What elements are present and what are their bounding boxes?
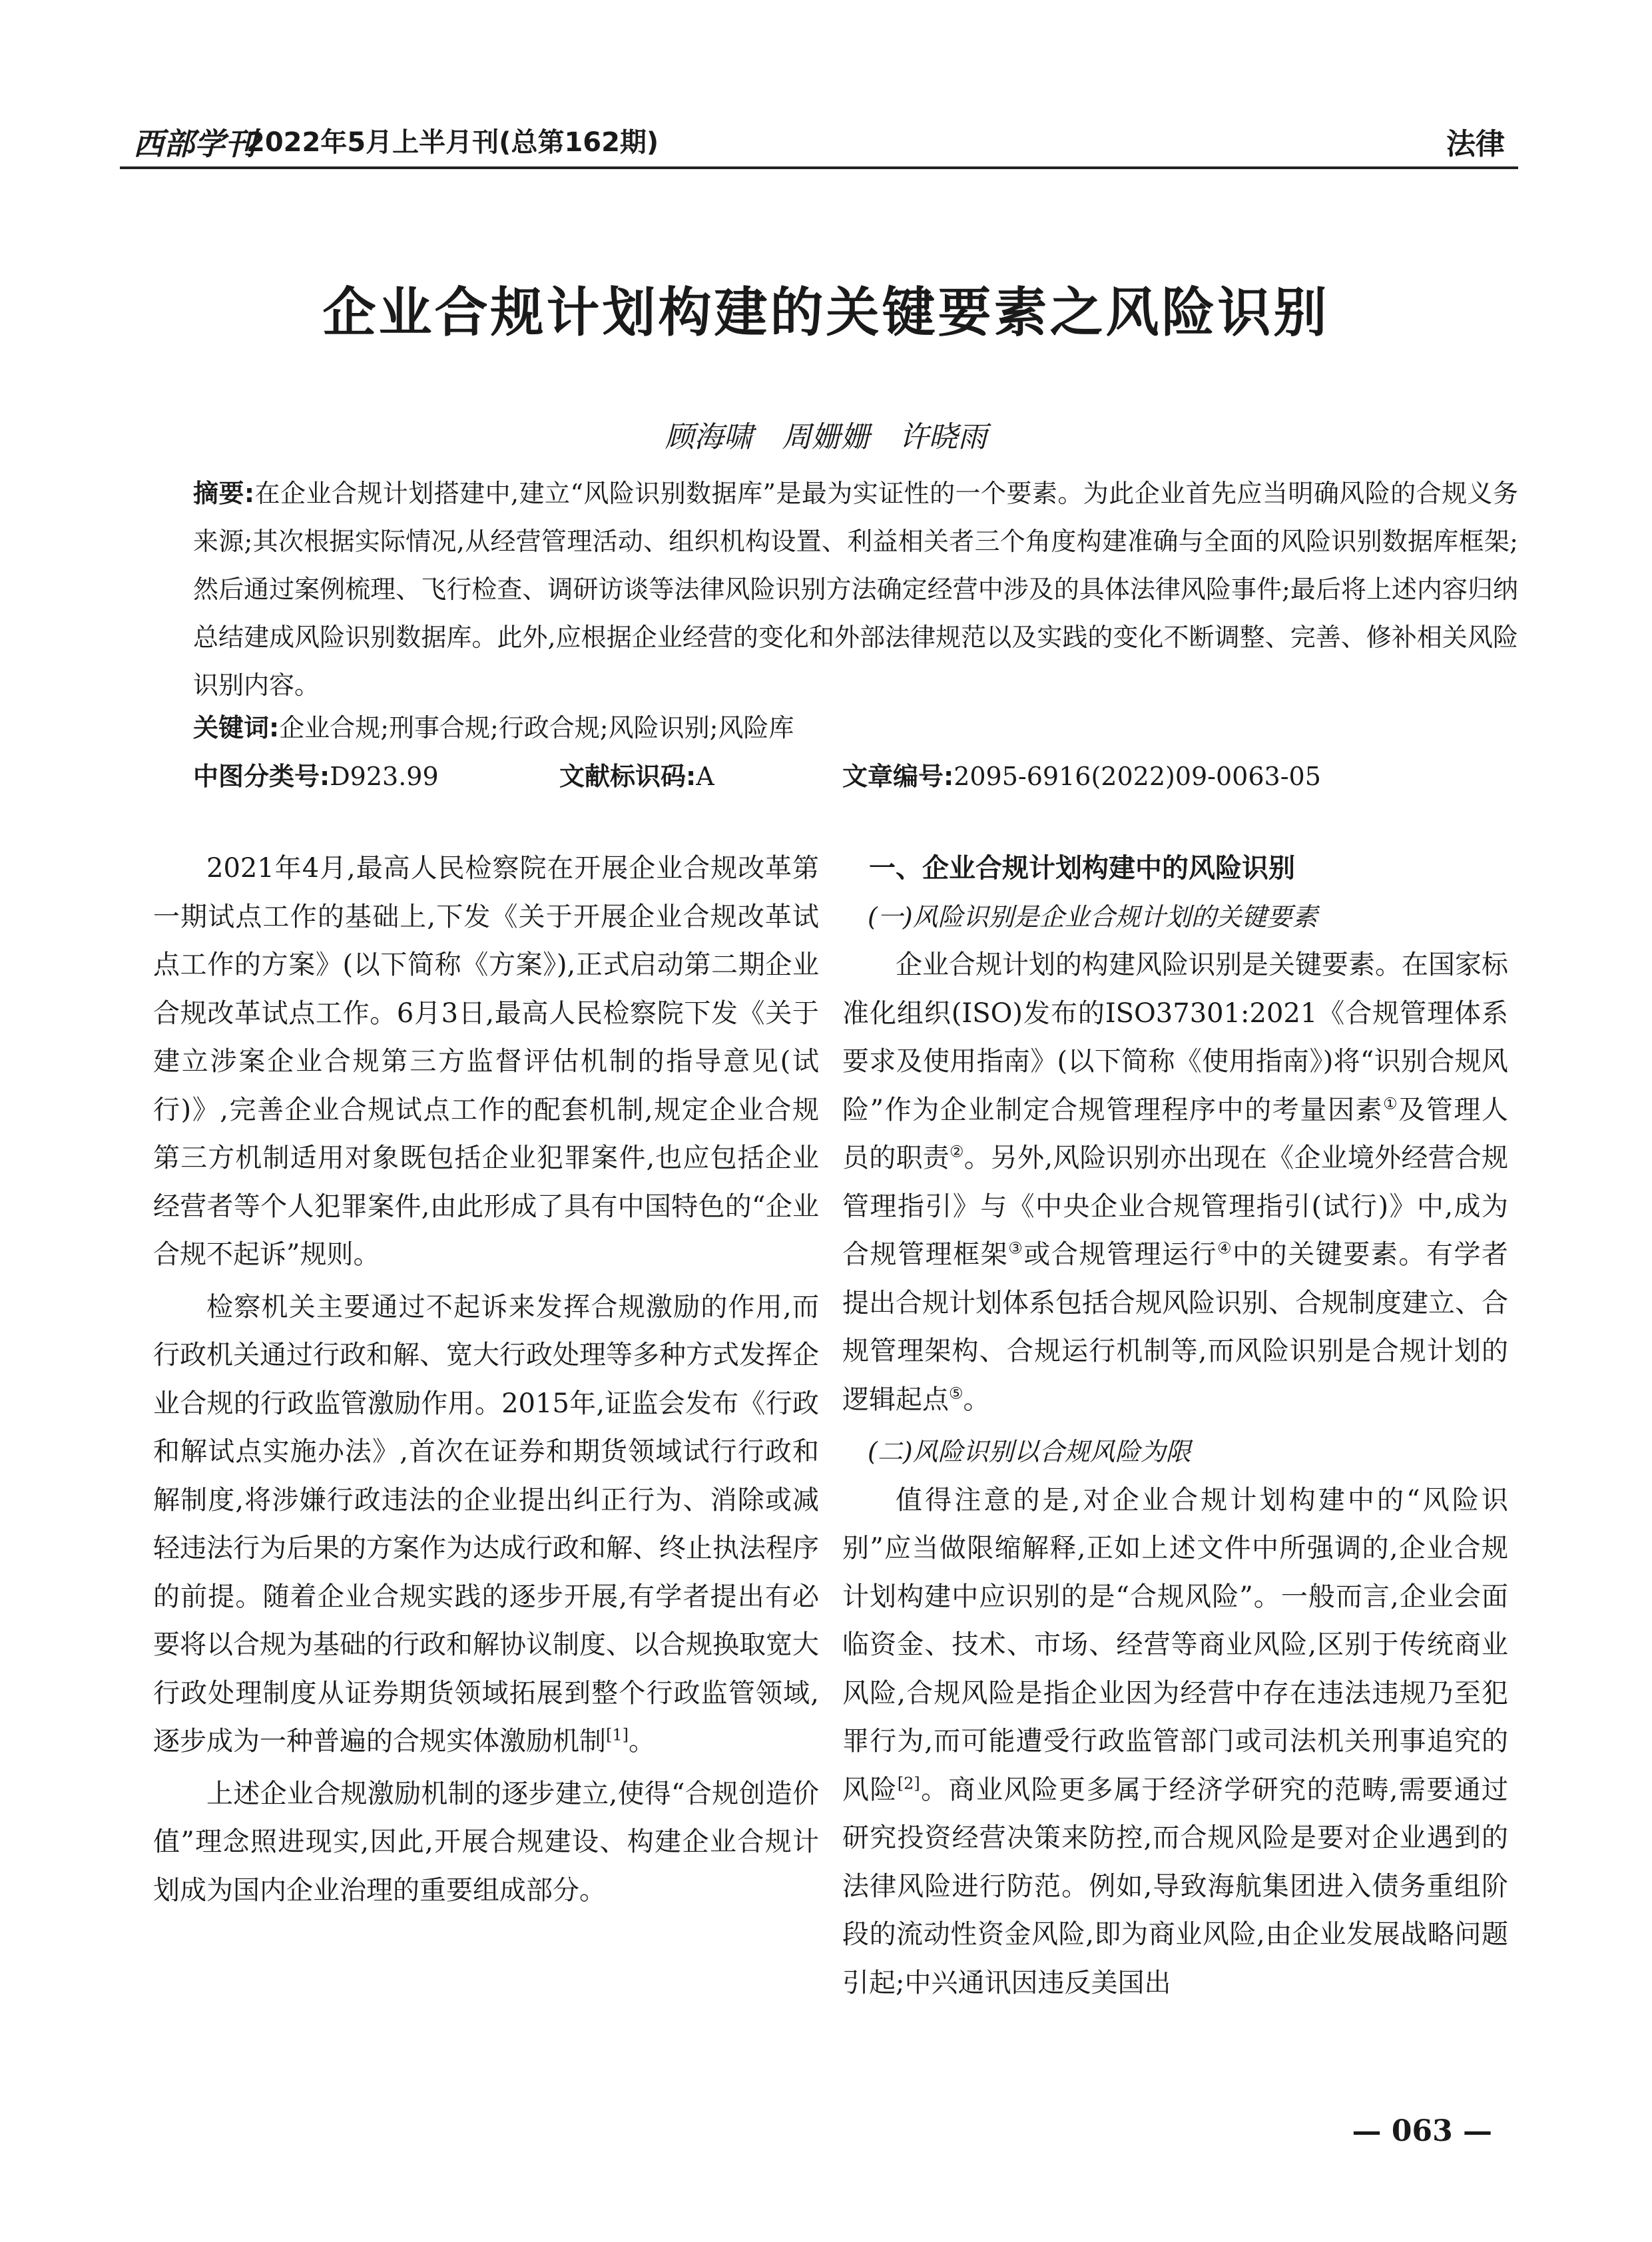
paragraph-text: 及管理人员的职责 [842,1094,1509,1173]
citation-ref: [1] [606,1725,629,1745]
page-number: — 063 — [1352,2114,1492,2148]
header-rule [120,166,1518,169]
footnote-ref: ⑤ [949,1384,964,1403]
article-label: 文章编号: [842,762,954,791]
paragraph [153,1283,819,1766]
abstract [193,469,1518,709]
footnote-ref: ① [1383,1094,1399,1113]
abstract-text: 在企业合规计划搭建中,建立“风险识别数据库”是最为实证性的一个要素。为此企业首先应当明确风险的合规义务来源;其次根据实际情况,从经营管理活动、组织机构设置、利益相关者三个角度构建准确与全面的风险识别数据库框架;然后通过案例梳理、飞行检查、调研访谈等法律风险识别方法确定经营中涉及的具体法律风险事件;最后将上述内容归纳总结建成风险识别数据库。此外,应根据企业经营的变化和外部法律规范以及实践的变化不断调整、完善、修补相关风险识别内容。 [193,479,1518,700]
journal-logo: 西部学刊 [133,126,256,162]
paragraph-text: 值得注意的是,对企业合规计划构建中的“风险识别”应当做限缩解释,正如上述文件中所强调的,企业合规计划构建中应识别的是“合规风险”。一般而言,企业会面临资金、技术、市场、经营等商业风险,区别于传统商业风险,合规风险是指企业因为经营中存在违法违规乃至犯罪行为,而可能遭受行政监管部门或司法机关刑事追究的风险 [842,1484,1508,1805]
paragraph: 2021年4月,最高人民检察院在开展企业合规改革第一期试点工作的基础上,下发《关于开展企业合规改革试点工作的方案》(以下简称《方案》),正式启动第二期企业合规改革试点工作。6月3日,最高人民检察院下发《关于建立涉案企业合规第三方监督评估机制的指导意见(试行)》,完善企业合规试点工作的配套机制,规定企业合规第三方机制适用对象既包括企业犯罪案件,也应包括企业经营者等个人犯罪案件,由此形成了具有中国特色的“企业合规不起诉”规则。 [153,853,819,1270]
clc-number [193,752,439,800]
citation-ref: [2] [897,1774,920,1793]
footnote-ref: ④ [1217,1239,1233,1258]
doc-code [559,752,714,800]
clc-value: D923.99 [330,762,439,791]
running-header [120,113,1518,160]
paragraph-text: 或合规管理运行 [1023,1239,1218,1270]
keywords-label: 关键词: [193,713,280,742]
doc-label: 文献标识码: [559,762,696,791]
right-column [842,844,1508,2011]
paragraph-text: 。商业风险更多属于经济学研究的范畴,需要通过研究投资经营决策来防控,而合规风险是要对企业遇到的法律风险进行防范。例如,导致海航集团进入债务重组阶段的流动性资金风险,即为商业风险,由企业发展战略问题引起;中兴通讯因违反美国出 [842,1774,1509,1998]
paragraph-end: 。 [629,1726,655,1757]
article-title: 企业合规计划构建的关键要素之风险识别 [322,282,1330,344]
footnote-ref: ③ [1008,1239,1024,1258]
paragraph-text: 企业合规计划的构建风险识别是关键要素。在国家标准化组织(ISO)发布的ISO37301:2021《合规管理体系要求及使用指南》(以下简称《使用指南》)将“识别合规风险”作为企业制定合规管理程序中的考量因素 [842,950,1508,1125]
section-name: 法律 [1446,127,1505,161]
authors: 顾海啸 周姗姗 许晓雨 [665,420,987,454]
doc-value: A [696,762,714,791]
paragraph: 上述企业合规激励机制的逐步建立,使得“合规创造价值”理念照进现实,因此,开展合规建设、构建企业合规计划成为国内企业治理的重要组成部分。 [153,1778,819,1906]
paragraph [842,941,1508,1424]
abstract-label: 摘要: [193,479,255,508]
keywords-text: 企业合规;刑事合规;行政合规;风险识别;风险库 [279,713,794,742]
paragraph-text: 。另外,风险识别亦出现在《企业境外经营合规管理指引》与《中央企业合规管理指引(试行)》中,成为合规管理框架 [842,1143,1509,1270]
keywords [193,704,1518,752]
subsection-heading: (二)风险识别以合规风险为限 [868,1437,1191,1466]
paragraph-text: 。 [963,1384,990,1415]
section-heading: 一、企业合规计划构建中的风险识别 [869,853,1295,884]
left-column [153,844,819,1918]
article-value: 2095-6916(2022)09-0063-05 [954,762,1321,791]
footnote-ref: ② [949,1142,964,1161]
paragraph-text: 检察机关主要通过不起诉来发挥合规激励的作用,而行政机关通过行政和解、宽大行政处理等多种方式发挥企业合规的行政监管激励作用。2015年,证监会发布《行政和解试点实施办法》,首次在证券和期货领域试行行政和解制度,将涉嫌行政违法的企业提出纠正行为、消除或减轻违法行为后果的方案作为达成行政和解、终止执法程序的前提。随着企业合规实践的逐步开展,有学者提出有必要将以合规为基础的行政和解协议制度、以合规换取宽大行政处理制度从证券期货领域拓展到整个行政监管领域,逐步成为一种普遍的合规实体激励机制 [153,1291,819,1757]
clc-label: 中图分类号: [193,762,330,791]
paragraph [842,1476,1508,2008]
subsection-heading: (一)风险识别是企业合规计划的关键要素 [868,902,1318,932]
issue-info: 2022年5月上半月刊(总第162期) [246,127,659,158]
paragraph-text: 中的关键要素。有学者提出合规计划体系包括合规风险识别、合规制度建立、合规管理架构、合规运行机制等,而风险识别是合规计划的逻辑起点 [842,1239,1509,1415]
article-number [842,752,1321,800]
